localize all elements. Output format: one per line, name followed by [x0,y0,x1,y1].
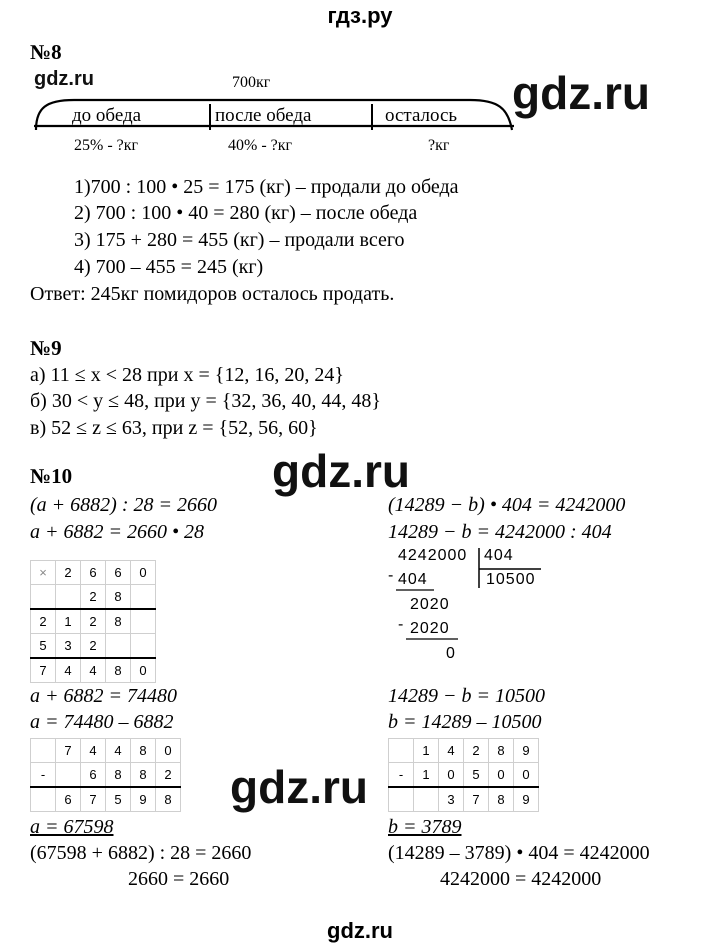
grid-cell: 4 [56,658,81,683]
grid-cell [106,634,131,659]
grid-cell: 2 [56,561,81,585]
grid-cell: 6 [56,787,81,812]
grid-cell: 8 [489,787,514,812]
grid-cell: 1 [414,763,439,788]
left-equation: (a + 6882) : 28 = 2660 [30,494,217,516]
right-check: (14289 – 3789) • 404 = 4242000 [388,842,650,864]
grid-cell: 4 [439,739,464,763]
grid-cell: 8 [106,609,131,634]
right-equation: 14289 − b = 10500 [388,685,545,707]
watermark-middle: gdz.ru [272,445,410,497]
grid-cell: 7 [81,787,106,812]
watermark-top-right: gdz.ru [512,67,650,119]
grid-cell: 2 [81,634,106,659]
right-check: 4242000 = 4242000 [440,868,602,890]
multiplication-grid [30,560,156,683]
grid-cell: 0 [514,763,539,788]
grid-cell: 2 [31,609,56,634]
grid-cell [31,739,56,763]
grid-cell: 2 [156,763,181,788]
grid-cell [31,585,56,610]
grid-cell: 9 [131,787,156,812]
grid-cell: 8 [106,585,131,610]
division-step: 2020 [410,620,450,637]
grid-cell: 0 [439,763,464,788]
grid-cell: 7 [56,739,81,763]
grid-cell: 5 [106,787,131,812]
segment-label: после обеда [215,105,312,126]
grid-cell [56,585,81,610]
watermark-small: gdz.ru [34,68,94,90]
site-footer: gdz.ru [327,918,393,943]
grid-cell: 3 [56,634,81,659]
right-equation: (14289 − b) • 404 = 4242000 [388,494,626,516]
grid-cell: 1 [56,609,81,634]
grid-cell: 6 [106,561,131,585]
grid-cell: 5 [31,634,56,659]
grid-cell: 7 [31,658,56,683]
grid-cell: 4 [81,658,106,683]
task9-line: в) 52 ≤ z ≤ 63, при z = {52, 56, 60} [30,417,318,439]
grid-cell: 7 [464,787,489,812]
division-dividend: 4242000 [398,547,468,564]
grid-cell [56,763,81,788]
watermark-bottom: gdz.ru [230,761,368,813]
task9-line: а) 11 ≤ x < 28 при x = {12, 16, 20, 24} [30,364,344,386]
grid-cell: 9 [514,787,539,812]
grid-cell: 6 [81,763,106,788]
task8-step: 1)700 : 100 • 25 = 175 (кг) – продали до обеда [74,176,459,198]
grid-cell [414,787,439,812]
grid-cell [389,739,414,763]
grid-cell: 5 [464,763,489,788]
grid-cell: 1 [414,739,439,763]
division-divisor: 404 [484,547,514,564]
grid-cell: - [389,763,414,788]
grid-cell: 8 [106,763,131,788]
subtraction-grid-left [30,738,181,812]
task8-step: 3) 175 + 280 = 455 (кг) – продали всего [74,229,405,251]
left-equation: a = 74480 – 6882 [30,711,174,733]
segment-sub: ?кг [428,137,450,154]
grid-cell: 2 [81,609,106,634]
task8-step: 4) 700 – 455 = 245 (кг) [74,256,264,278]
segment-label: осталось [385,105,458,126]
grid-cell: 2 [464,739,489,763]
grid-cell: 8 [156,787,181,812]
grid-cell [131,585,156,610]
division-step: 404 [398,571,428,588]
segment-label: до обеда [72,105,142,126]
right-result: b = 3789 [388,816,462,838]
grid-cell: 8 [131,763,156,788]
segment-sub: 25% - ?кг [74,137,139,154]
grid-cell: 4 [81,739,106,763]
task8-number: №8 [30,40,62,64]
left-check: (67598 + 6882) : 28 = 2660 [30,842,252,864]
svg-text:-: - [388,567,394,584]
subtraction-grid-right [388,738,539,812]
site-header: гдз.ру [327,3,393,28]
grid-cell: 8 [131,739,156,763]
grid-cell [31,787,56,812]
grid-cell: 0 [156,739,181,763]
grid-cell [131,609,156,634]
grid-cell: 8 [106,658,131,683]
task10-number: №10 [30,464,73,488]
segment-sub: 40% - ?кг [228,137,293,154]
left-equation: a + 6882 = 74480 [30,685,177,707]
right-equation: 14289 − b = 4242000 : 404 [388,521,612,543]
grid-cell [389,787,414,812]
left-check: 2660 = 2660 [128,868,230,890]
left-result: a = 67598 [30,816,114,838]
grid-cell: 6 [81,561,106,585]
right-equation: b = 14289 – 10500 [388,711,542,733]
grid-cell: 9 [514,739,539,763]
task8-answer: Ответ: 245кг помидоров осталось продать. [30,283,395,305]
division-step: 2020 [410,596,450,613]
left-equation: a + 6882 = 2660 • 28 [30,521,204,543]
task8-step: 2) 700 : 100 • 40 = 280 (кг) – после обеда [74,202,418,224]
grid-cell: 0 [131,561,156,585]
task9-number: №9 [30,336,62,360]
grid-cell [131,634,156,659]
grid-cell: 4 [106,739,131,763]
grid-cell: × [31,561,56,585]
grid-cell: - [31,763,56,788]
division-lines [386,546,546,646]
grid-cell: 3 [439,787,464,812]
division-step: 0 [446,645,455,662]
division-quotient: 10500 [486,571,536,588]
diagram-total: 700кг [232,74,271,91]
task9-line: б) 30 < y ≤ 48, при y = {32, 36, 40, 44, 48} [30,390,381,412]
grid-cell: 2 [81,585,106,610]
grid-cell: 8 [489,739,514,763]
grid-cell: 0 [131,658,156,683]
grid-cell: 0 [489,763,514,788]
svg-text:-: - [398,616,404,633]
